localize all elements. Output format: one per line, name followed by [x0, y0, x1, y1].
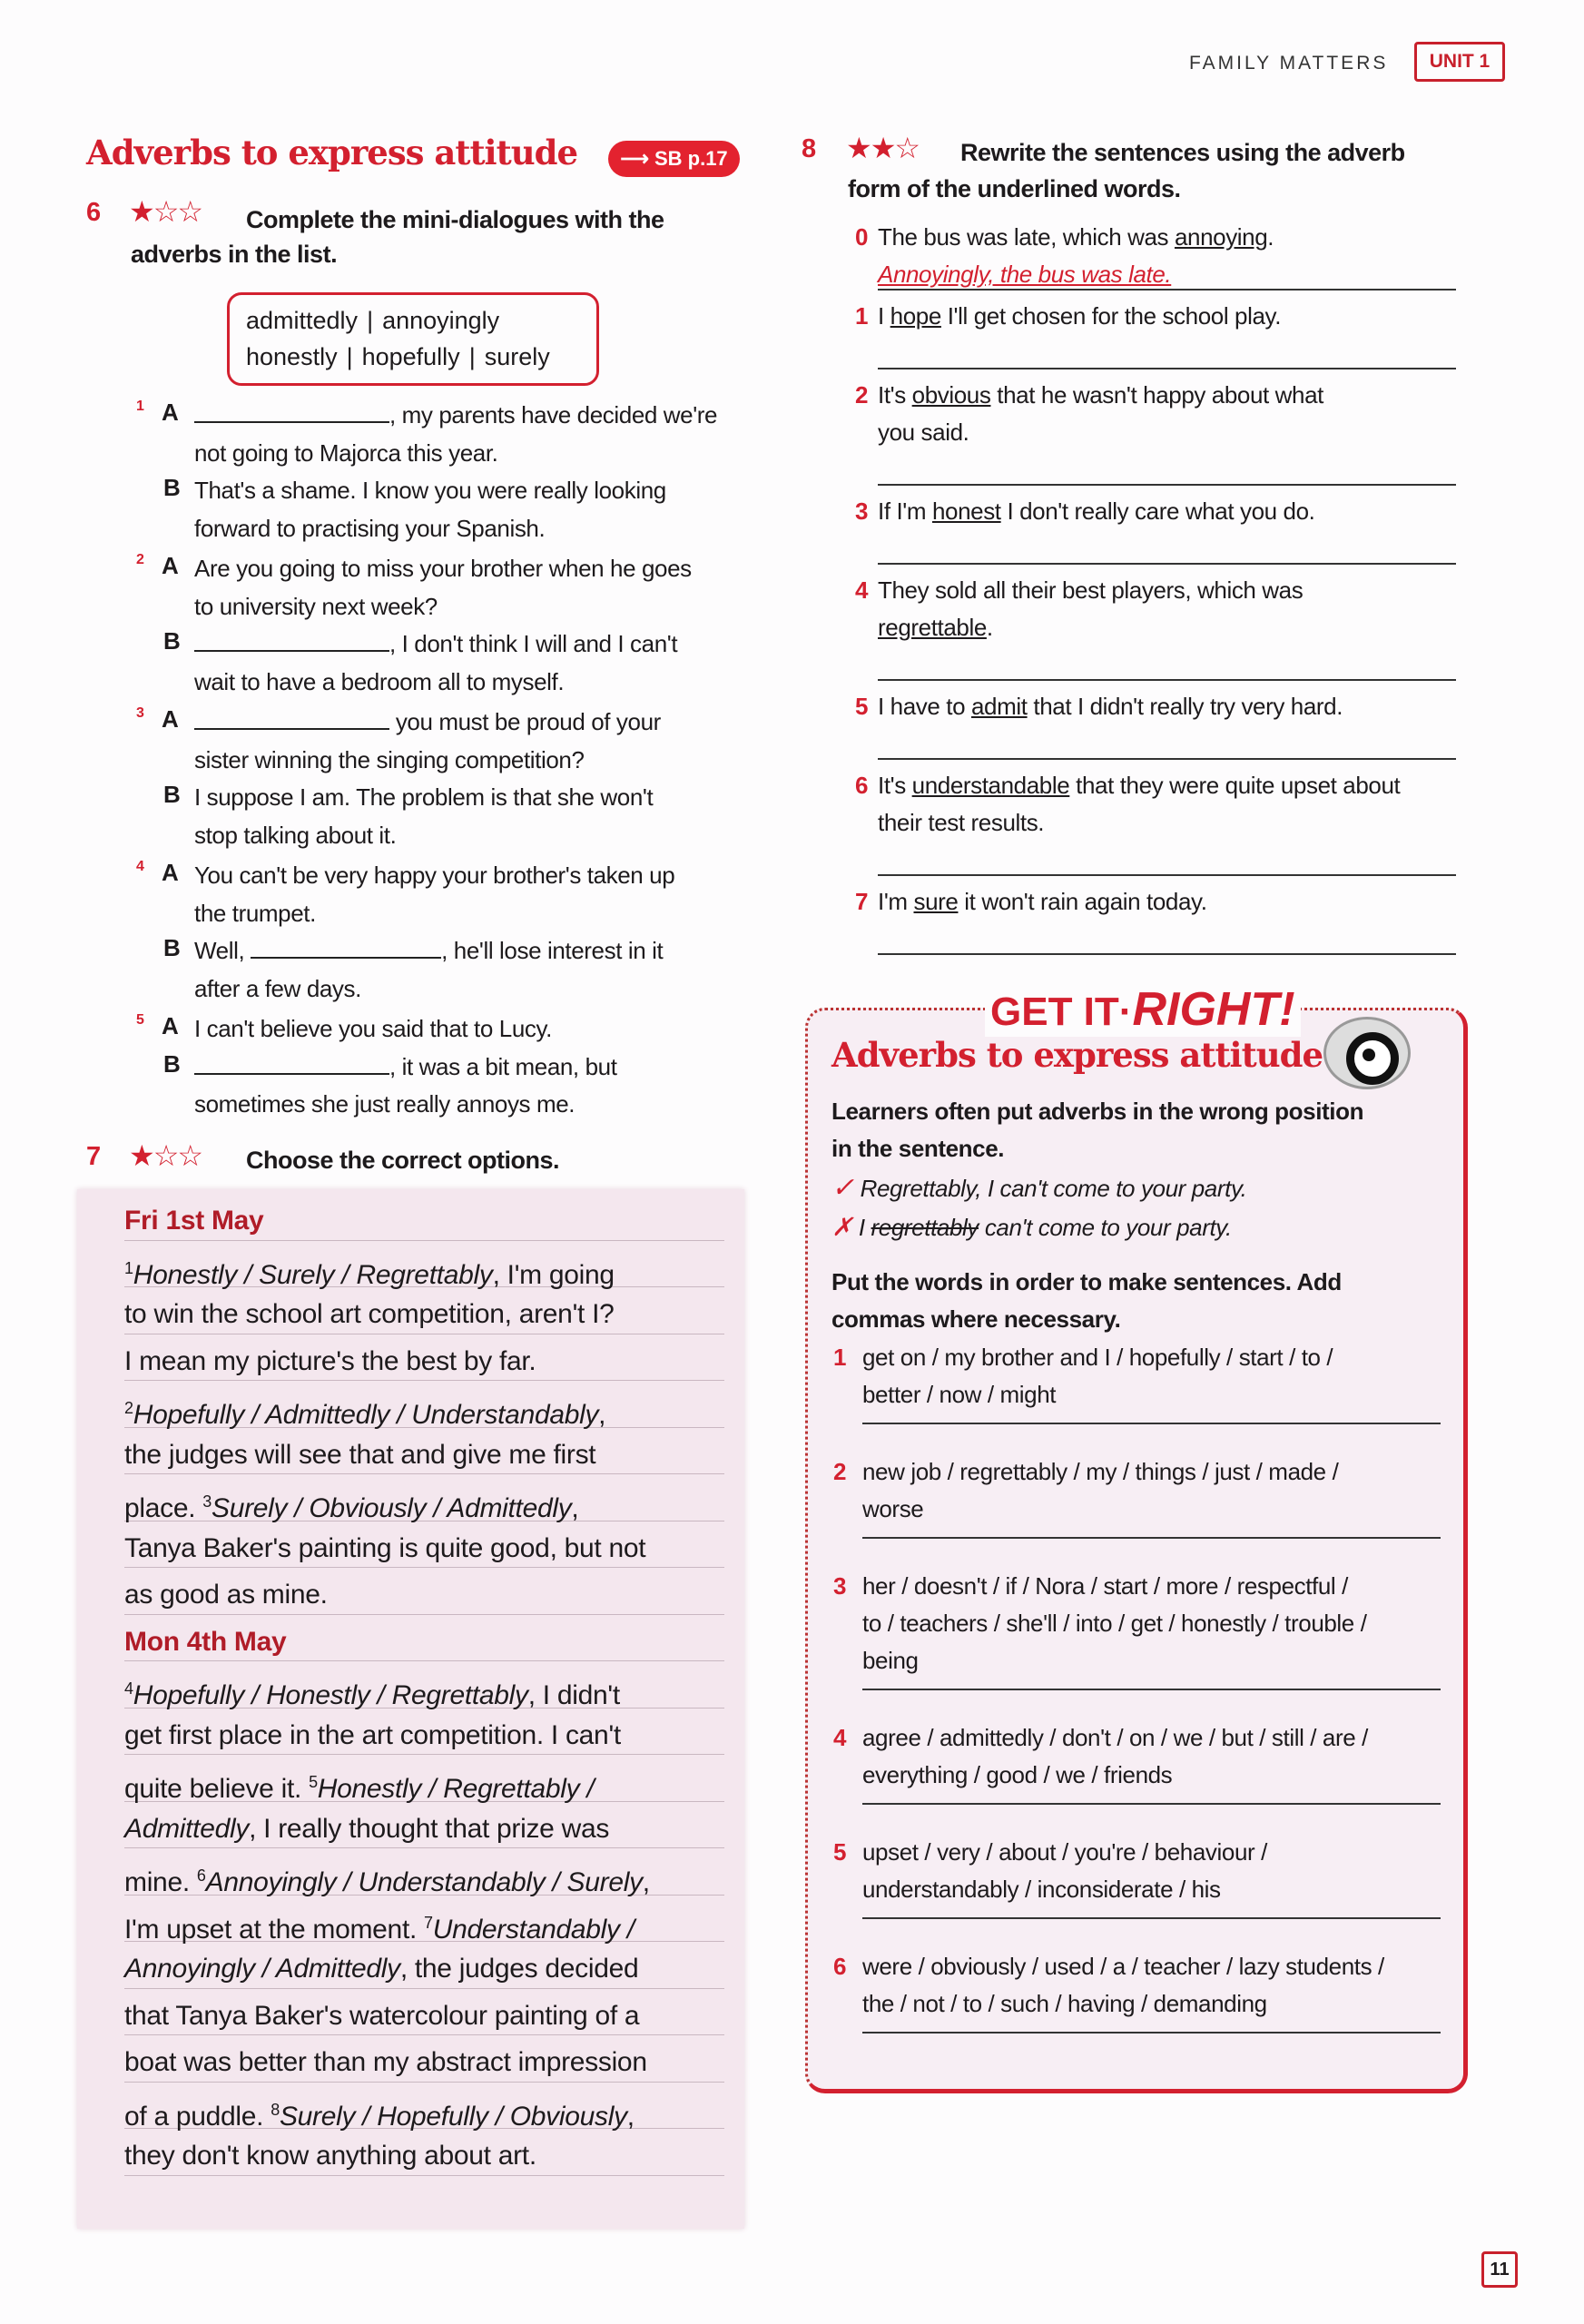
sentence-line [878, 377, 1323, 414]
answer-options[interactable]: Honestly / Surely / Regrettably [133, 1259, 493, 1290]
diary-line [124, 1895, 724, 1943]
diary-text: , I'm going [492, 1259, 615, 1290]
answer-line[interactable] [878, 368, 1456, 369]
answer-line[interactable] [878, 679, 1456, 681]
item-number: 1 [136, 399, 144, 414]
speaker-label: A [162, 1012, 179, 1039]
diary-text: , [642, 1867, 650, 1897]
diary-text: get first place in the art competition. I can't [124, 1719, 621, 1750]
diary-line [124, 2128, 724, 2176]
answer-line[interactable] [878, 953, 1456, 955]
dialogue-line [194, 817, 396, 855]
sentence [878, 614, 993, 641]
answer-options[interactable]: Honestly / Regrettably / [317, 1774, 595, 1804]
diary-line [124, 1334, 724, 1382]
sentence-text: The bus was late, which was [878, 223, 1175, 251]
item-number: 6 [833, 1953, 847, 1980]
dialogue-line [194, 932, 663, 970]
answer-line[interactable] [862, 2032, 1441, 2034]
answer-blank[interactable] [194, 1057, 389, 1075]
exercise-8-number: 8 [802, 134, 817, 163]
underlined-word: regrettable [878, 614, 987, 641]
dialogue-line [194, 397, 717, 435]
sentence-line [878, 298, 1281, 335]
diary-line [124, 1193, 724, 1241]
underlined-word: hope [890, 302, 941, 330]
item-number: 0 [855, 223, 869, 251]
diary-text: Tanya Baker's painting is quite good, but not [124, 1532, 646, 1563]
underlined-word: admit [970, 693, 1028, 720]
sentence-text: I don't really care what you do. [1000, 497, 1315, 525]
sentence-text: that I didn't really try very hard. [1027, 693, 1343, 720]
diary-line [124, 1847, 724, 1896]
diary-line [124, 1660, 724, 1709]
exercise-6-number: 6 [86, 198, 102, 227]
sentence-text: that he wasn't happy about what [990, 381, 1324, 409]
diary-text: quite believe it. [124, 1774, 310, 1804]
item-number: 6 [855, 772, 869, 799]
option-number: 2 [124, 1399, 133, 1417]
sentence-text: . [1267, 223, 1274, 251]
sentence-line [878, 414, 969, 451]
difficulty-stars-icon: ★☆☆ [129, 1139, 202, 1172]
speaker-label: A [162, 552, 179, 579]
item-number: 3 [833, 1572, 847, 1600]
diary-text-box [77, 1189, 744, 2229]
dialogue-line [194, 1010, 552, 1049]
sentence [878, 772, 1400, 799]
dialogue-text: Are you going to miss your brother when he goes [194, 555, 692, 582]
dialogue-text: not going to Majorca this year. [194, 438, 498, 467]
dialogue-line [194, 435, 497, 473]
banner-text: GET IT [990, 990, 1119, 1034]
dialogue-line [194, 742, 585, 780]
diary-text: , I really thought that prize was [249, 1813, 610, 1844]
sentence-text: you said. [878, 419, 969, 446]
item-number: 1 [855, 302, 869, 330]
sentence [878, 497, 1314, 525]
exercise-6-instruction: adverbs in the list. [131, 241, 338, 268]
answer-options[interactable]: Hopefully / Honestly / Regrettably [133, 1680, 528, 1710]
sentence [878, 302, 1281, 330]
dialogue-text: You can't be very happy your brother's taken up [194, 862, 675, 889]
item-number: 3 [136, 705, 144, 721]
dialogue-text: forward to practising your Spanish. [194, 514, 546, 542]
get-it-right-title: Adverbs to express attitude [831, 1035, 1323, 1075]
answer-options[interactable]: Understandably / [432, 1914, 635, 1945]
diary-line [124, 1286, 724, 1334]
word: surely [484, 343, 550, 370]
get-it-right-banner: GET IT·RIGHT! [985, 982, 1301, 1037]
underlined-word: understandable [911, 772, 1070, 799]
sentence-text: that they were quite upset about [1069, 772, 1401, 799]
speaker-label: A [162, 399, 179, 426]
answer-line[interactable] [862, 1803, 1441, 1805]
option-number: 8 [271, 2100, 280, 2119]
sentence-text: They sold all their best players, which was [878, 576, 1304, 604]
dialogue-line [194, 857, 674, 895]
dialogue-text: That's a shame. I know you were really looking [194, 477, 666, 504]
diary-date: Mon 4th May [124, 1626, 287, 1657]
diary-line [124, 1521, 724, 1569]
dialogue-text: after a few days. [194, 974, 361, 1002]
sentence-line [878, 767, 1400, 804]
exercise-6-instruction: Complete the mini-dialogues with the [246, 206, 664, 233]
sentence-text: I'm [878, 888, 914, 915]
diary-text: , [571, 1493, 579, 1523]
diary-line [124, 1473, 724, 1521]
difficulty-stars-icon: ★★☆ [846, 132, 920, 164]
item-number: 4 [136, 859, 144, 874]
diary-text: as good as mine. [124, 1580, 328, 1610]
page-number: 11 [1481, 2251, 1518, 2288]
cross-icon: ✗ [831, 1213, 853, 1241]
underlined-word: honest [931, 497, 1001, 525]
answer-options[interactable]: Annoyingly / Understandably / Surely [205, 1867, 643, 1897]
exercise-8-instruction: form of the underlined words. [848, 175, 1181, 202]
diary-text: that Tanya Baker's watercolour painting of a [124, 2000, 640, 2031]
intro-text: Learners often put adverbs in the wrong position [831, 1098, 1364, 1125]
word-order-line: to / teachers / she'll / into / get / honestly / trouble / [862, 1610, 1367, 1637]
answer-blank[interactable] [251, 940, 441, 959]
diary-text: , I didn't [527, 1680, 620, 1710]
wrong-example-struck-word: regrettably [871, 1214, 979, 1241]
diary-text: to win the school art competition, aren't I? [124, 1299, 615, 1329]
dialogue-text: , he'll lose interest in it [441, 937, 664, 964]
diary-text: boat was better than my abstract impression [124, 2047, 647, 2077]
sentence-text: it won't rain again today. [958, 888, 1207, 915]
dialogue-line [194, 895, 316, 933]
answer-line[interactable] [878, 484, 1456, 486]
dialogue-text: sometimes she just really annoys me. [194, 1090, 576, 1118]
item-number: 7 [855, 888, 869, 915]
dialogue-text: to university next week? [194, 592, 438, 620]
word-order-line: being [862, 1647, 919, 1674]
diary-date: Fri 1st May [124, 1206, 264, 1236]
dialogue-line [194, 588, 438, 626]
sentence [878, 223, 1274, 251]
unit-section-title: FAMILY MATTERS [1189, 53, 1389, 74]
banner-accent: RIGHT! [1132, 983, 1295, 1036]
option-number: 7 [424, 1913, 433, 1932]
answer-line[interactable] [878, 563, 1456, 565]
answer-line[interactable] [878, 758, 1456, 760]
dialogue-text: I can't believe you said that to Lucy. [194, 1015, 552, 1042]
exercise-7-instruction: Choose the correct options. [246, 1147, 560, 1174]
speaker-label: A [162, 705, 179, 733]
diary-line [124, 1708, 724, 1756]
dialogue-line [194, 510, 545, 548]
word: annoyingly [382, 307, 500, 334]
word-order-line: agree / admittedly / don't / on / we / but / still / are / [862, 1724, 1368, 1751]
diary-text: mine. [124, 1867, 197, 1897]
wrong-example-end: can't come to your party. [984, 1214, 1232, 1241]
item-number: 2 [136, 552, 144, 567]
word-order-line: everything / good / we / friends [862, 1761, 1173, 1788]
sentence-line [878, 804, 1044, 842]
diary-text: I'm upset at the moment. [124, 1914, 425, 1945]
diary-text: of a puddle. [124, 2101, 271, 2132]
sentence-text: If I'm [878, 497, 932, 525]
answer-line[interactable] [862, 1537, 1441, 1539]
sentence-text: I [878, 302, 890, 330]
wrong-example-start: I [858, 1214, 865, 1241]
answer-options[interactable]: Admittedly [124, 1813, 250, 1844]
sentence-text: their test results. [878, 809, 1045, 836]
intro-text: in the sentence. [831, 1135, 1005, 1162]
sentence [878, 419, 969, 446]
sentence-text: I have to [878, 693, 971, 720]
diary-line [124, 1567, 724, 1615]
item-number: 4 [833, 1724, 847, 1751]
item-number: 5 [833, 1838, 847, 1866]
dialogue-text: wait to have a bedroom all to myself. [194, 667, 565, 695]
option-number: 4 [124, 1679, 133, 1698]
dialogue-line [194, 704, 661, 742]
diary-line [124, 1614, 724, 1662]
sentence [878, 809, 1044, 836]
option-number: 5 [309, 1773, 318, 1791]
dialogue-line [194, 779, 653, 817]
speaker-label: A [162, 859, 179, 886]
diary-text: , [626, 2101, 635, 2132]
sentence-line [878, 572, 1303, 609]
dialogue-line [194, 625, 677, 664]
speaker-label: B [163, 1049, 181, 1078]
sentence [878, 576, 1303, 604]
sentence-line [878, 493, 1314, 530]
item-number: 5 [136, 1012, 144, 1028]
dialogue-text: , I don't think I will and I can't [389, 630, 678, 657]
diary-text: , [598, 1400, 606, 1430]
answer-options[interactable]: Surely / Obviously / Admittedly [212, 1493, 572, 1523]
diary-line [124, 1427, 724, 1475]
cambridge-corpus-logo-icon [1323, 1017, 1411, 1089]
answer-blank[interactable] [194, 405, 389, 423]
diary-text: the judges will see that and give me first [124, 1439, 596, 1470]
answer-line[interactable] [862, 1917, 1441, 1919]
sentence [878, 381, 1323, 409]
sentence-text: It's [878, 772, 912, 799]
dialogue-line [194, 970, 361, 1009]
speaker-label: B [163, 781, 181, 808]
word-list-box: admittedly | annoyingly honestly | hopefully | surely [227, 292, 599, 386]
word-order-line: better / now / might [862, 1381, 1057, 1408]
answer-options[interactable]: Hopefully / Admittedly / Understandably [133, 1400, 599, 1430]
item-number: 4 [855, 576, 869, 604]
dialogue-text: , it was a bit mean, but [389, 1052, 617, 1080]
diary-text: I mean my picture's the best by far. [124, 1345, 536, 1376]
word: honestly [246, 343, 338, 370]
dialogue-line [194, 1086, 575, 1124]
exercise-7-number: 7 [86, 1142, 102, 1171]
diary-text: place. [124, 1493, 203, 1523]
task-text: commas where necessary. [831, 1305, 1121, 1333]
item-number: 2 [833, 1458, 847, 1485]
answer-options[interactable]: Surely / Hopefully / Obviously [279, 2101, 627, 2132]
underlined-word: obvious [911, 381, 991, 409]
underlined-word: annoying [1174, 223, 1268, 251]
sentence [878, 693, 1343, 720]
example-answer: Annoyingly, the bus was late. [878, 261, 1172, 288]
section-title: Adverbs to express attitude [86, 133, 578, 172]
sentence-text: . [986, 614, 993, 641]
option-number: 6 [196, 1866, 206, 1885]
dialogue-text: the trumpet. [194, 899, 316, 927]
diary-line [124, 1988, 724, 2036]
dialogue-text: I suppose I am. The problem is that she won't [194, 783, 654, 811]
answer-options[interactable]: Annoyingly / Admittedly [124, 1954, 400, 1984]
correct-example: Regrettably, I can't come to your party. [860, 1175, 1247, 1202]
speaker-label: B [163, 474, 181, 501]
dialogue-line [194, 1049, 617, 1087]
speaker-label: B [163, 934, 181, 961]
option-number: 3 [202, 1492, 212, 1511]
dialogue-text: sister winning the singing competition? [194, 745, 585, 773]
underlined-word: sure [913, 888, 959, 915]
answer-line[interactable] [862, 1689, 1441, 1690]
exercise-8-instruction: Rewrite the sentences using the adverb [960, 139, 1405, 166]
student-book-reference-badge: ⟶ SB p.17 [608, 141, 740, 177]
word-order-line: worse [862, 1495, 924, 1522]
diary-line [124, 2034, 724, 2083]
dialogue-text: Well, [194, 937, 251, 964]
word-order-line: new job / regrettably / my / things / just / made / [862, 1458, 1339, 1485]
diary-line [124, 1941, 724, 1989]
answer-blank[interactable] [194, 712, 389, 730]
diary-line [124, 1801, 724, 1849]
word: hopefully [361, 343, 460, 370]
word-order-line: understandably / inconsiderate / his [862, 1876, 1221, 1903]
item-number: 1 [833, 1344, 847, 1371]
dialogue-text: you must be proud of your [389, 708, 661, 735]
diary-text: they don't know anything about art. [124, 2141, 536, 2171]
word-order-line: the / not / to / such / having / demanding [862, 1990, 1267, 2017]
sentence-text: I'll get chosen for the school play. [940, 302, 1282, 330]
sentence-line [878, 219, 1274, 256]
dialogue-text: , my parents have decided we're [389, 401, 718, 428]
sentence-line [878, 883, 1207, 921]
unit-badge: UNIT 1 [1414, 42, 1505, 82]
diary-text: , the judges decided [399, 1954, 639, 1984]
sentence-text: It's [878, 381, 912, 409]
answer-blank[interactable] [194, 634, 389, 652]
word: admittedly [246, 307, 359, 334]
diary-line [124, 1380, 724, 1428]
answer-line[interactable] [862, 1423, 1441, 1424]
sentence-line [878, 688, 1343, 725]
task-text: Put the words in order to make sentences. Add [831, 1268, 1342, 1295]
answer-line [878, 289, 1456, 290]
diary-line [124, 1240, 724, 1288]
sentence [878, 888, 1207, 915]
word-order-line: get on / my brother and I / hopefully / start / to / [862, 1344, 1333, 1371]
word-order-line: were / obviously / used / a / teacher / lazy students / [862, 1953, 1384, 1980]
difficulty-stars-icon: ★☆☆ [129, 195, 202, 228]
word-order-line: her / doesn't / if / Nora / start / more / respectful / [862, 1572, 1348, 1600]
dialogue-line [194, 472, 666, 510]
option-number: 1 [124, 1258, 133, 1277]
item-number: 5 [855, 693, 869, 720]
word-order-line: upset / very / about / you're / behaviour / [862, 1838, 1267, 1866]
dialogue-line [194, 664, 564, 702]
speaker-label: B [163, 627, 181, 655]
sentence-line [878, 609, 993, 646]
dialogue-text: stop talking about it. [194, 821, 397, 849]
check-icon: ✓ [831, 1173, 854, 1203]
answer-line[interactable] [878, 874, 1456, 876]
diary-line [124, 1754, 724, 1802]
item-number: 3 [855, 497, 869, 525]
diary-line [124, 2082, 724, 2130]
dialogue-line [194, 550, 692, 588]
item-number: 2 [855, 381, 869, 409]
